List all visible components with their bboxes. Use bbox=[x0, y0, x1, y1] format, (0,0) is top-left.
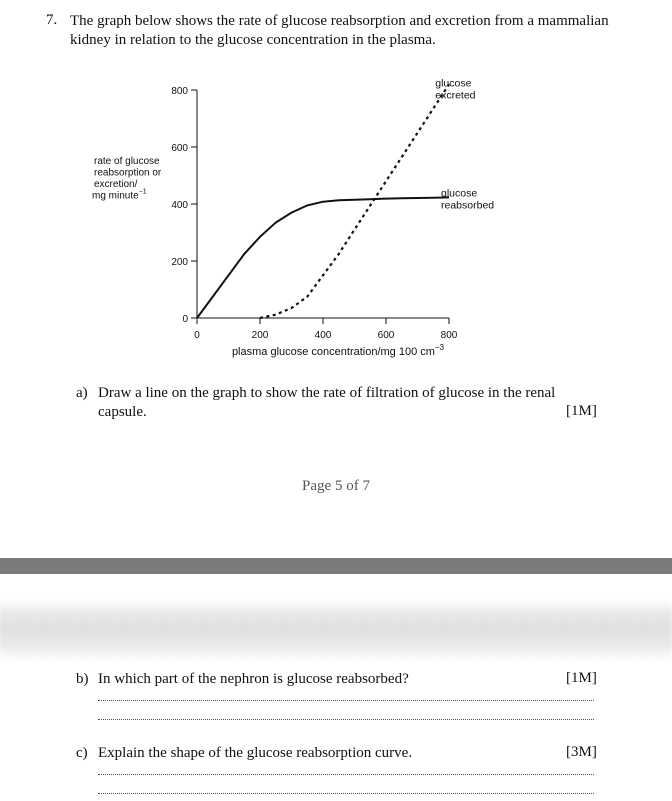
question-text: The graph below shows the rate of glucose reabsorption and excretion from a mammalian kidney in relation to the glucose concentration in the plasma. bbox=[70, 13, 609, 48]
y-axis-label-line: reabsorption or bbox=[94, 167, 162, 179]
x-tick-label: 400 bbox=[314, 330, 332, 341]
x-tick-label: 0 bbox=[194, 330, 200, 341]
part-b-text: In which part of the nephron is glucose reabsorbed? bbox=[98, 671, 409, 687]
redacted-band bbox=[0, 600, 672, 662]
answer-line-b1[interactable] bbox=[98, 700, 594, 701]
y-tick-label: 600 bbox=[171, 143, 188, 154]
part-a-label: a) bbox=[76, 385, 88, 401]
y-tick-label: 800 bbox=[171, 86, 188, 97]
page-footer: Page 5 of 7 bbox=[302, 478, 370, 494]
glucose-chart bbox=[0, 0, 672, 370]
part-c-label: c) bbox=[76, 745, 88, 761]
excreted-series-label: glucose bbox=[435, 77, 472, 90]
glucose-excreted-line bbox=[260, 84, 449, 318]
x-tick-label: 600 bbox=[377, 330, 395, 341]
answer-line-c1[interactable] bbox=[98, 774, 594, 775]
glucose-reabsorbed-line bbox=[197, 197, 449, 318]
part-b-marks: [1M] bbox=[566, 670, 597, 686]
answer-line-b2[interactable] bbox=[98, 719, 594, 720]
part-a-text: Draw a line on the graph to show the rate of filtration of glucose in the renal capsule. bbox=[98, 385, 556, 420]
question-number: 7. bbox=[46, 12, 58, 28]
y-axis-label-line: excretion/ bbox=[94, 179, 138, 190]
x-tick-label: 200 bbox=[251, 330, 269, 341]
part-a-marks: [1M] bbox=[566, 403, 597, 419]
y-axis-label-line: mg minute$^{-1}$ bbox=[92, 188, 147, 202]
y-tick-label: 400 bbox=[171, 200, 188, 211]
page-divider bbox=[0, 558, 672, 574]
x-tick-label: 800 bbox=[440, 330, 458, 341]
reabsorbed-series-label: reabsorbed bbox=[441, 199, 495, 212]
part-b-label: b) bbox=[76, 671, 89, 687]
y-tick-label: 0 bbox=[182, 314, 188, 325]
part-c-marks: [3M] bbox=[566, 744, 597, 760]
answer-line-c2[interactable] bbox=[98, 793, 594, 794]
excreted-series-label: excreted bbox=[435, 89, 476, 102]
y-axis-label-line: rate of glucose bbox=[94, 156, 160, 167]
y-tick-label: 200 bbox=[171, 257, 188, 268]
part-c-text: Explain the shape of the glucose reabsorption curve. bbox=[98, 745, 413, 761]
reabsorbed-series-label: glucose bbox=[441, 187, 478, 200]
x-axis-label: plasma glucose concentration/mg 100 $cm^{-3}$ bbox=[231, 343, 445, 358]
